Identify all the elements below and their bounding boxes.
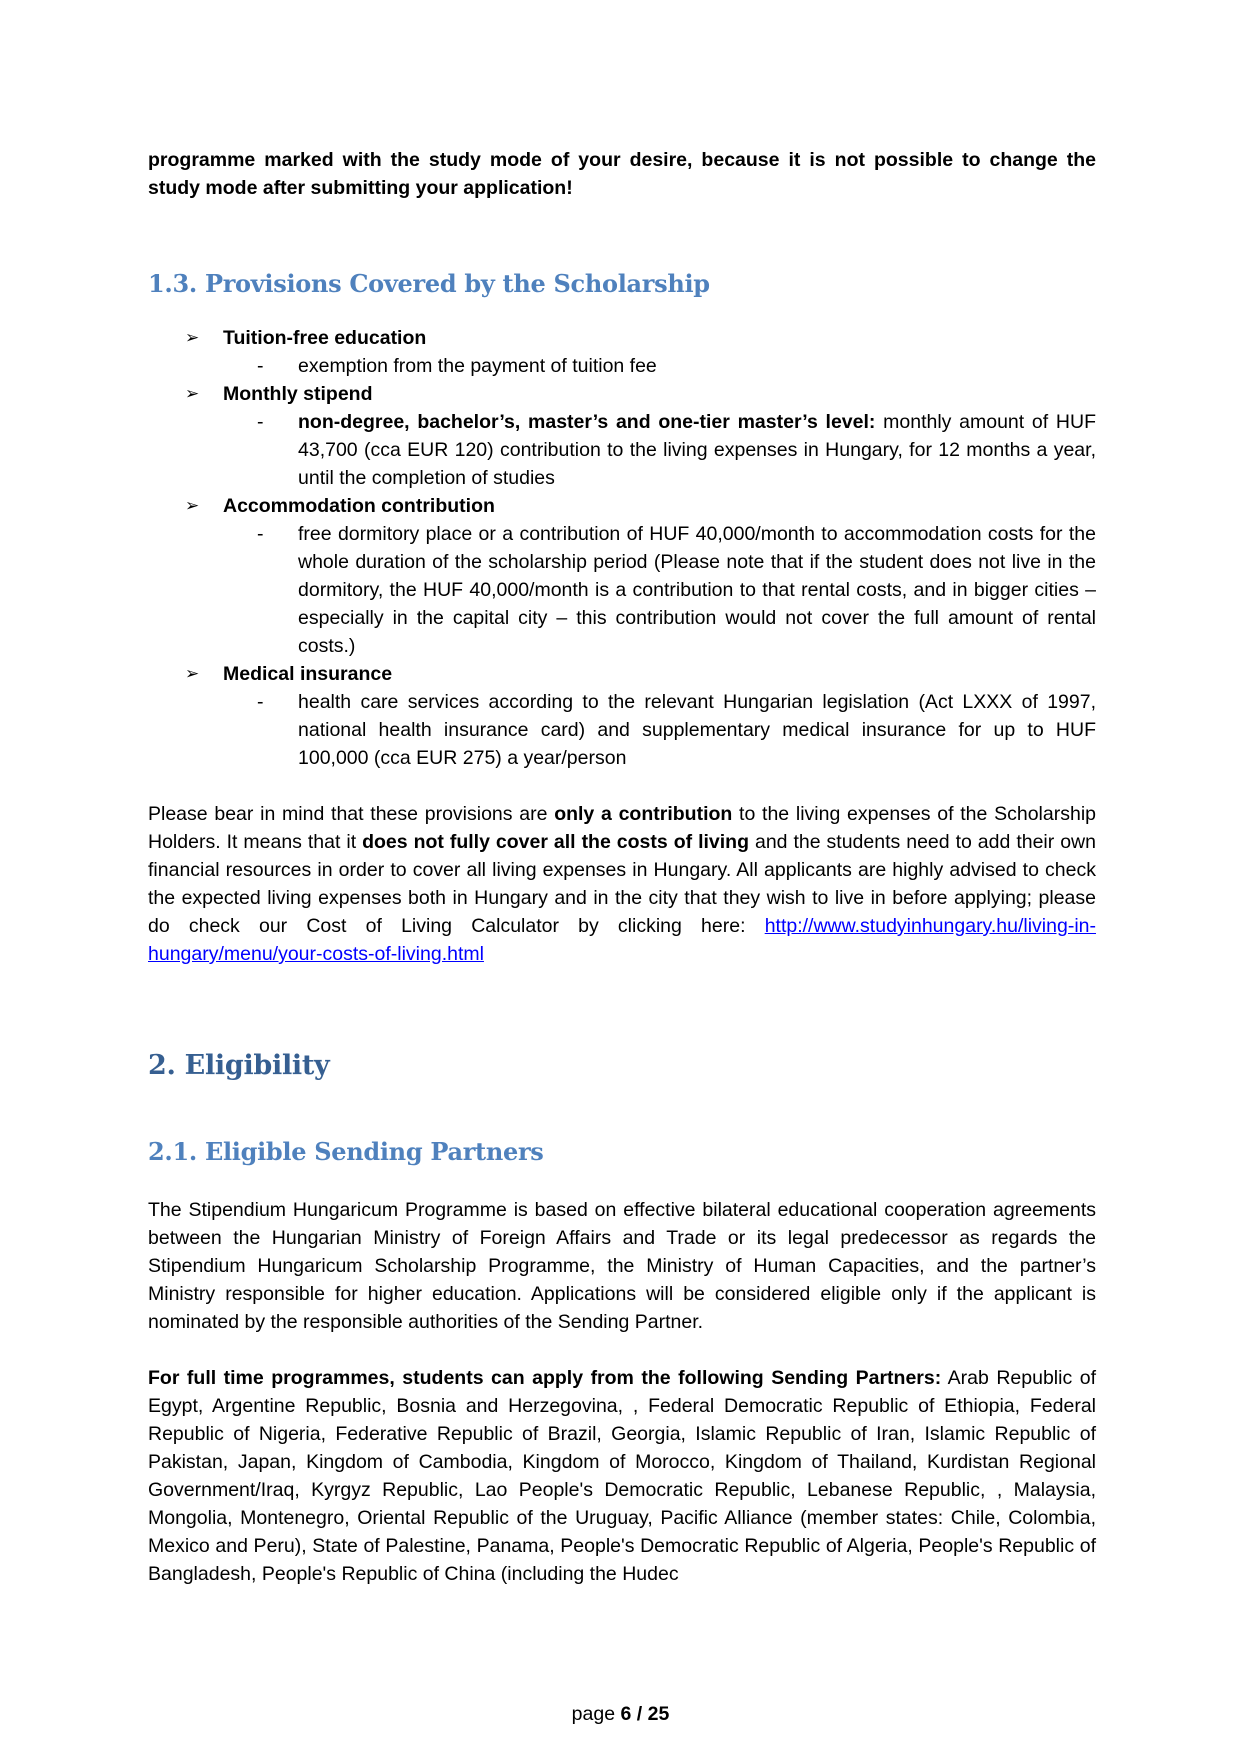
section-2-heading: 2. Eligibility — [148, 1050, 330, 1081]
provision-item — [148, 324, 1096, 380]
provision-details — [223, 352, 1096, 380]
dash-bullet-icon: - — [257, 411, 264, 433]
provision-title: Monthly stipend — [223, 383, 373, 405]
provisions-list — [148, 324, 1096, 772]
sending-partners-countries: Arab Republic of Egypt, Argentine Republic, Bosnia and Herzegovina, , Federal Democratic Republic of Ethiopia, Federal Republic of Nigeria, Federative Republic of Brazil, Georgia, Islamic Republic of Iran, Islamic Republic of Pakistan, Japan, Kingdom of Cambodia, Kingdom of Morocco, Kingdom of Thailand, Kurdistan Regional Government/Iraq, Kyrgyz Republic, Lao People's Democratic Republic, Lebanese Republic, , Malaysia, Mongolia, Montenegro, Oriental Republic of the Uruguay, Pacific Alliance (member states: Chile, Colombia, Mexico and Peru), State of Palestine, Panama, People's Democratic Republic of Algeria, People's Republic of Bangladesh, People's Republic of China (including the Hudec — [148, 1367, 1096, 1585]
provision-details — [223, 688, 1096, 772]
sending-partners-list-paragraph — [148, 1364, 1096, 1588]
detail-text: health care services according to the relevant Hungarian legislation (Act LXXX of 1997, national health insurance card) and supplementary medical insurance for up to HUF 100,000 (cca EUR 275) a year/person — [298, 691, 1096, 769]
note-emphasis: only a contribution — [554, 803, 733, 825]
provision-title: Tuition-free education — [223, 327, 427, 349]
provision-detail — [223, 408, 1096, 492]
page-footer — [0, 1700, 1241, 1728]
cost-of-living-link[interactable]: http://www.studyinhungary.hu/living-in-hungary/menu/your-costs-of-living.html — [148, 915, 1096, 965]
arrow-bullet-icon: ➢ — [185, 664, 200, 683]
arrow-bullet-icon: ➢ — [185, 496, 200, 515]
note-text: to the living expenses of the Scholarship Holders. It means that it — [148, 803, 1096, 853]
page-total: 25 — [647, 1703, 670, 1725]
provision-detail — [223, 688, 1096, 772]
detail-text: exemption from the payment of tuition fee — [298, 355, 657, 377]
document-page — [148, 146, 1096, 1588]
provision-title: Accommodation contribution — [223, 495, 495, 517]
note-emphasis: does not fully cover all the costs of living — [362, 831, 749, 853]
provision-detail — [223, 352, 1096, 380]
detail-text: monthly amount of HUF 43,700 (cca EUR 120) contribution to the living expenses in Hungary, for 12 months a year, until the completion of studies — [298, 411, 1096, 489]
dash-bullet-icon: - — [257, 523, 264, 545]
detail-text: free dormitory place or a contribution of HUF 40,000/month to accommodation costs for the whole duration of the scholarship period (Please note that if the student does not live in the dormitory, the HUF 40,000/month is a contribution to that rental costs, and in bigger cities – especially in the capital city – this contribution would not cover the full amount of rental costs.) — [298, 523, 1096, 657]
dash-bullet-icon: - — [257, 355, 264, 377]
dash-bullet-icon: - — [257, 691, 264, 713]
provision-item — [148, 380, 1096, 492]
sending-partners-intro-paragraph: The Stipendium Hungaricum Programme is based on effective bilateral educational cooperation agreements between the Hungarian Ministry of Foreign Affairs and Trade or its legal predecessor as regards the Stipendium Hungaricum Scholarship Programme, the Ministry of Human Capacities, and the partner’s Ministry responsible for higher education. Applications will be considered eligible only if the applicant is nominated by the responsible authorities of the Sending Partner. — [148, 1199, 1096, 1333]
provision-item — [148, 492, 1096, 660]
arrow-bullet-icon: ➢ — [185, 384, 200, 403]
provision-title: Medical insurance — [223, 663, 393, 685]
note-text: Please bear in mind that these provisions are — [148, 803, 555, 825]
page-separator: / — [631, 1703, 648, 1725]
section-1-3-heading: 1.3. Provisions Covered by the Scholarship — [148, 269, 710, 298]
section-2-1-heading: 2.1. Eligible Sending Partners — [148, 1137, 544, 1166]
provisions-note-paragraph — [148, 800, 1096, 968]
page-current: 6 — [620, 1703, 632, 1725]
provision-details — [223, 408, 1096, 492]
provision-item — [148, 660, 1096, 772]
provision-detail — [223, 520, 1096, 660]
note-text: and the students need to add their own financial resources in order to cover all living expenses in Hungary. All applicants are highly advised to check the expected living expenses both in Hungary and in the city that they wish to live in before applying; please do check our Cost of Living Calculator by clicking here: — [148, 831, 1096, 937]
detail-bold: non-degree, bachelor’s, master’s and one-tier master’s level: — [298, 411, 876, 433]
arrow-bullet-icon: ➢ — [185, 328, 200, 347]
sending-partners-lead: For full time programmes, students can apply from the following Sending Partners: — [148, 1367, 942, 1389]
provision-details — [223, 520, 1096, 660]
intro-paragraph: programme marked with the study mode of your desire, because it is not possible to change the study mode after submitting your application! — [148, 149, 1096, 199]
page-label: page — [571, 1703, 621, 1725]
